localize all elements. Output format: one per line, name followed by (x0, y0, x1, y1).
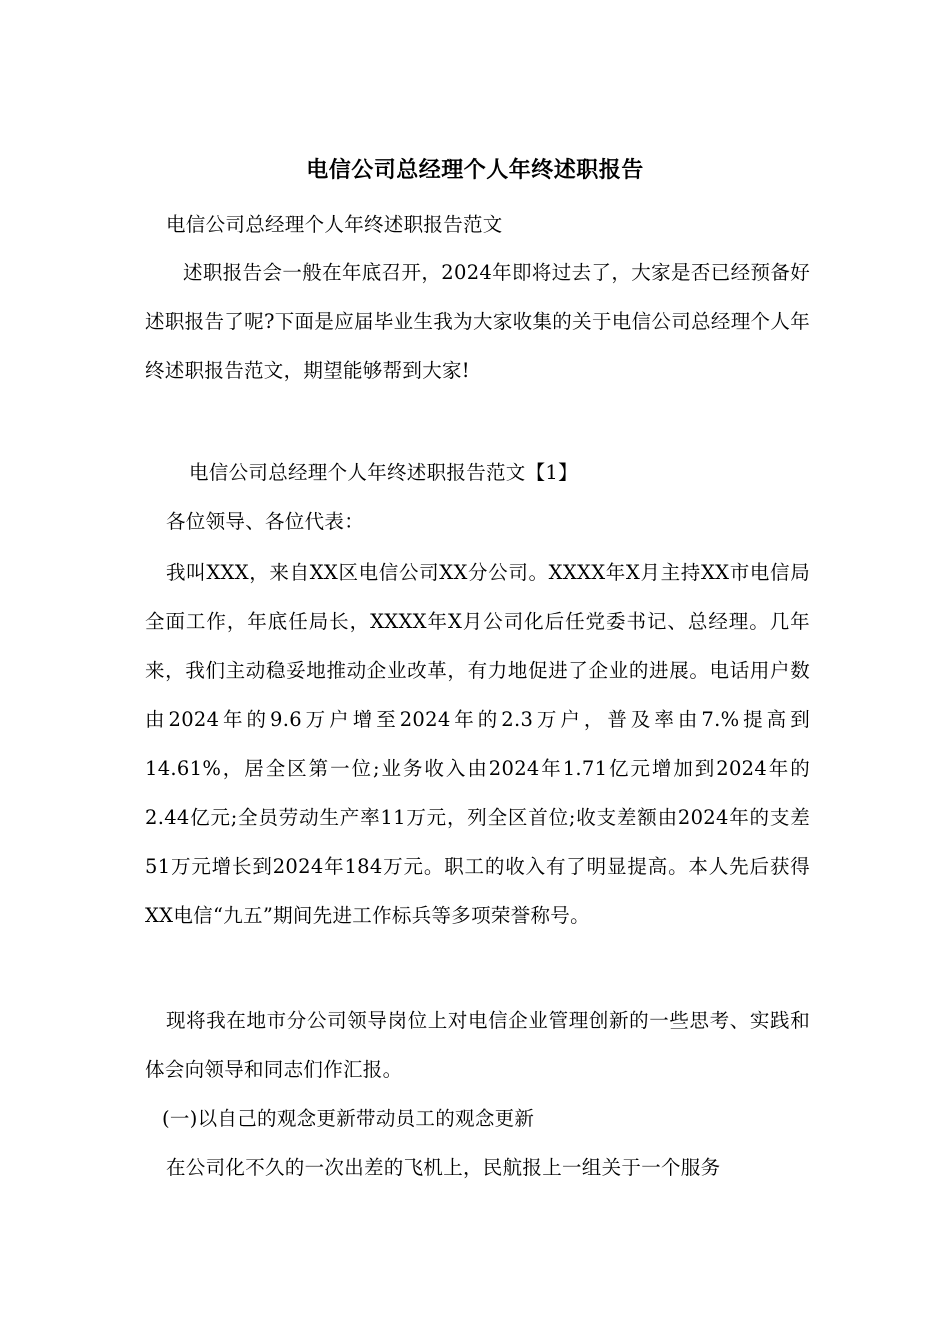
document-subtitle: 电信公司总经理个人年终述职报告范文 (166, 213, 503, 236)
document-title: 电信公司总经理个人年终述职报告 (306, 157, 644, 183)
greeting-paragraph: 各位领导、各位代表： (166, 510, 365, 533)
body-paragraph-3: 在公司化不久的一次出差的飞机上，民航报上一组关于一个服务 (166, 1156, 721, 1179)
section-heading: 电信公司总经理个人年终述职报告范文【1】 (189, 461, 578, 484)
body-paragraph-1: 我叫XXX，来自XX区电信公司XX分公司。XXXX年X月主持XX市电信局全面工作，年底任局长，XXXX年X月公司化后任党委书记、总经理。几年来，我们主动稳妥地推动企业改革，有力地促进了企业的进展。电话用户数由2024年的9.6万户增至2024年的2.3万户，普及率由7.%提高到14.61%，居全区第一位;业务收入由2024年1.71亿元增加到2024年的2.44亿元;全员劳动生产率11万元，列全区首位;收支差额由2024年的支差51万元增长到2024年184万元。职工的收入有了明显提高。本人先后获得XX电信“九五”期间先进工作标兵等多项荣誉称号。 (145, 561, 810, 927)
body-paragraph-2: 现将我在地市分公司领导岗位上对电信企业管理创新的一些思考、实践和体会向领导和同志们作汇报。 (145, 1009, 810, 1081)
intro-paragraph: 述职报告会一般在年底召开，2024年即将过去了，大家是否已经预备好述职报告了呢?下面是应届毕业生我为大家收集的关于电信公司总经理个人年终述职报告范文，期望能够帮到大家! (145, 261, 810, 382)
subheading-1: (一)以自己的观念更新带动员工的观念更新 (162, 1107, 535, 1130)
